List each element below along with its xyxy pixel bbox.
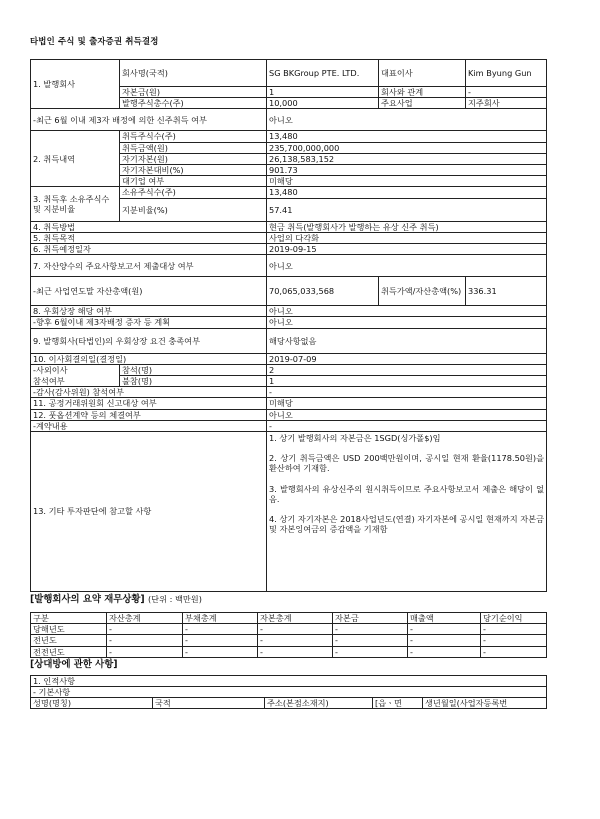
fin-cell: - (183, 624, 258, 635)
capital-value: 1 (267, 87, 379, 98)
attend-value: 2 (267, 364, 547, 375)
asset-transfer-report-value: 아니오 (267, 255, 547, 277)
financial-summary-heading: [발행회사의 요약 재무상황] (단위 : 백만원) (30, 594, 202, 606)
equity-value: 26,138,583,152 (267, 153, 547, 164)
note-4: 4. 상기 자기자본은 2018사업년도(연결) 자기자본에 공시일 현재까지 자본금 및 자본잉여금의 증감액을 기재함 (269, 514, 544, 535)
ftc-filing-value: 미해당 (267, 398, 547, 409)
acq-to-assets-value: 336.31 (466, 277, 547, 306)
outside-director-label-2: 참석여부 (33, 375, 65, 386)
document-title: 타법인 주식 및 출자증권 취득결정 (30, 36, 159, 46)
acq-amount-label: 취득금액(원) (120, 142, 267, 153)
table-row (31, 687, 547, 698)
future-allotment-label: -향후 6월이내 제3자배정 증자 등 계획 (31, 317, 267, 328)
cp-header-town: [읍ㆍ면 (373, 698, 423, 709)
contract-details-label: -계약내용 (31, 420, 267, 431)
fin-cell: - (183, 635, 258, 646)
fin-header-assets: 자산총계 (107, 613, 183, 624)
disclosure-page (30, 36, 546, 709)
fin-cell: 전전년도 (31, 646, 107, 657)
counterparty-heading: [상대방에 관한 사항] (30, 658, 118, 670)
fin-cell: - (107, 646, 183, 657)
personal-info-row: 1. 인적사항 (31, 675, 547, 686)
cp-header-nationality: 국적 (153, 698, 265, 709)
acquisition-details-label: 2. 취득내역 (31, 131, 120, 187)
fin-header-capital: 자본금 (333, 613, 408, 624)
fin-cell: - (333, 646, 408, 657)
note-2: 2. 상기 취득금액은 USD 200백만원이며, 공시일 현재 환율(1178.50원)을 환산하여 기재함. (269, 453, 544, 474)
capital-label: 자본금(원) (120, 87, 267, 98)
issued-shares-label: 발행주식총수(주) (120, 98, 267, 109)
cp-header-name: 성명(명칭) (31, 698, 153, 709)
acq-date-label: 6. 취득예정일자 (31, 244, 267, 255)
post-acquisition-label: 3. 취득후 소유주식수 및 지분비율 (31, 187, 120, 221)
equity-ratio-value: 901.73 (267, 165, 547, 176)
fin-cell: - (333, 635, 408, 646)
total-assets-label: -최근 사업연도말 자산총액(원) (31, 277, 267, 306)
fin-cell: - (107, 624, 183, 635)
company-name-label: 회사명(국적) (120, 60, 267, 87)
recent-allotment-label: -최근 6월 이내 제3자 배정에 의한 신주취득 여부 (31, 109, 267, 131)
ceo-label: 대표이사 (379, 60, 466, 87)
financial-summary-table (30, 612, 547, 658)
fin-cell: - (183, 646, 258, 657)
fin-cell: - (408, 646, 481, 657)
fin-cell: - (408, 624, 481, 635)
fin-cell: 당해년도 (31, 624, 107, 635)
table-row (31, 675, 547, 686)
acq-method-value: 현금 취득(발행회사가 발행하는 유상 신주 취득) (267, 221, 547, 232)
acq-date-value: 2019-09-15 (267, 244, 547, 255)
acq-purpose-label: 5. 취득목적 (31, 232, 267, 243)
fin-cell: - (481, 635, 547, 646)
acq-shares-label: 취득주식수(주) (120, 131, 267, 142)
fin-header-net-income: 당기순이익 (481, 613, 547, 624)
absent-value: 1 (267, 376, 547, 387)
large-company-label: 대기업 여부 (120, 176, 267, 187)
financial-unit: (단위 : 백만원) (147, 594, 202, 605)
table-row (31, 646, 547, 657)
fin-cell: - (333, 624, 408, 635)
main-business-value: 지주회사 (466, 98, 547, 109)
fin-header-category: 구분 (31, 613, 107, 624)
stake-ratio-label: 지분비율(%) (120, 198, 267, 221)
acq-purpose-value: 사업의 다각화 (267, 232, 547, 243)
fin-cell: - (481, 624, 547, 635)
fin-header-liabilities: 부채총계 (183, 613, 258, 624)
backdoor-listing-label: 8. 우회상장 해당 여부 (31, 306, 267, 317)
issued-shares-value: 10,000 (267, 98, 379, 109)
note-1: 1. 상기 발행회사의 자본금은 1SGD(싱가폴$)임 (269, 433, 441, 444)
absent-label: 불참(명) (120, 376, 267, 387)
company-name-value: SG BKGroup PTE. LTD. (267, 60, 379, 87)
owned-shares-label: 소유주식수(주) (120, 187, 267, 198)
table-row (31, 613, 547, 624)
acquisition-table (30, 59, 547, 592)
cp-header-birthdate: 생년월일(사업자등록번 (423, 698, 547, 709)
table-row (31, 698, 547, 709)
put-option-value: 아니오 (267, 409, 547, 420)
board-resolution-date-label: 10. 이사회결의일(결정일) (31, 353, 267, 364)
fin-header-revenue: 매출액 (408, 613, 481, 624)
relation-label: 회사와 관계 (379, 87, 466, 98)
ftc-filing-label: 11. 공정거래위원회 신고대상 여부 (31, 398, 267, 409)
large-company-value: 미해당 (267, 176, 547, 187)
other-notes-label: 13. 기타 투자판단에 참고할 사항 (31, 432, 267, 592)
outside-director-label-1: -사외이사 (33, 365, 68, 376)
issuer-label: 1. 발행회사 (31, 60, 120, 109)
other-notes-content (267, 432, 547, 592)
acq-method-label: 4. 취득방법 (31, 221, 267, 232)
future-allotment-value: 아니오 (267, 317, 547, 328)
table-row (31, 635, 547, 646)
auditor-attendance-label: -감사(감사위원) 참석여부 (31, 387, 267, 398)
acq-amount-value: 235,700,000,000 (267, 142, 547, 153)
auditor-attendance-value: - (267, 387, 547, 398)
relation-value: - (466, 87, 547, 98)
asset-transfer-report-label: 7. 자산양수의 주요사항보고서 제출대상 여부 (31, 255, 267, 277)
stake-ratio-value: 57.41 (267, 198, 547, 221)
backdoor-requirements-value: 해당사항없음 (267, 328, 547, 353)
equity-label: 자기자본(원) (120, 153, 267, 164)
backdoor-listing-value: 아니오 (267, 306, 547, 317)
total-assets-value: 70,065,033,568 (267, 277, 379, 306)
fin-cell: - (107, 635, 183, 646)
put-option-label: 12. 풋옵션계약 등의 체결여부 (31, 409, 267, 420)
attend-label: 참석(명) (120, 364, 267, 375)
note-3: 3. 발행회사의 유상신주의 원시취득이므로 주요사항보고서 제출은 해당이 없음. (269, 483, 544, 504)
outside-director-label (31, 364, 120, 386)
owned-shares-value: 13,480 (267, 187, 547, 198)
cp-header-address: 주소(본점소재지) (265, 698, 373, 709)
fin-cell: - (408, 635, 481, 646)
fin-cell: - (481, 646, 547, 657)
fin-header-equity: 자본총계 (258, 613, 333, 624)
contract-details-value: - (267, 420, 547, 431)
basic-info-row: - 기본사항 (31, 687, 547, 698)
fin-cell: - (258, 624, 333, 635)
ceo-value: Kim Byung Gun (466, 60, 547, 87)
recent-allotment-value: 아니오 (267, 109, 547, 131)
counterparty-table (30, 675, 547, 710)
fin-cell: - (258, 646, 333, 657)
acq-to-assets-label: 취득가액/자산총액(%) (379, 277, 466, 306)
acq-shares-value: 13,480 (267, 131, 547, 142)
table-row (31, 624, 547, 635)
backdoor-requirements-label: 9. 발행회사(타법인)의 우회상장 요건 충족여부 (31, 328, 267, 353)
fin-cell: 전년도 (31, 635, 107, 646)
board-resolution-date-value: 2019-07-09 (267, 353, 547, 364)
equity-ratio-label: 자기자본대비(%) (120, 165, 267, 176)
main-business-label: 주요사업 (379, 98, 466, 109)
fin-cell: - (258, 635, 333, 646)
